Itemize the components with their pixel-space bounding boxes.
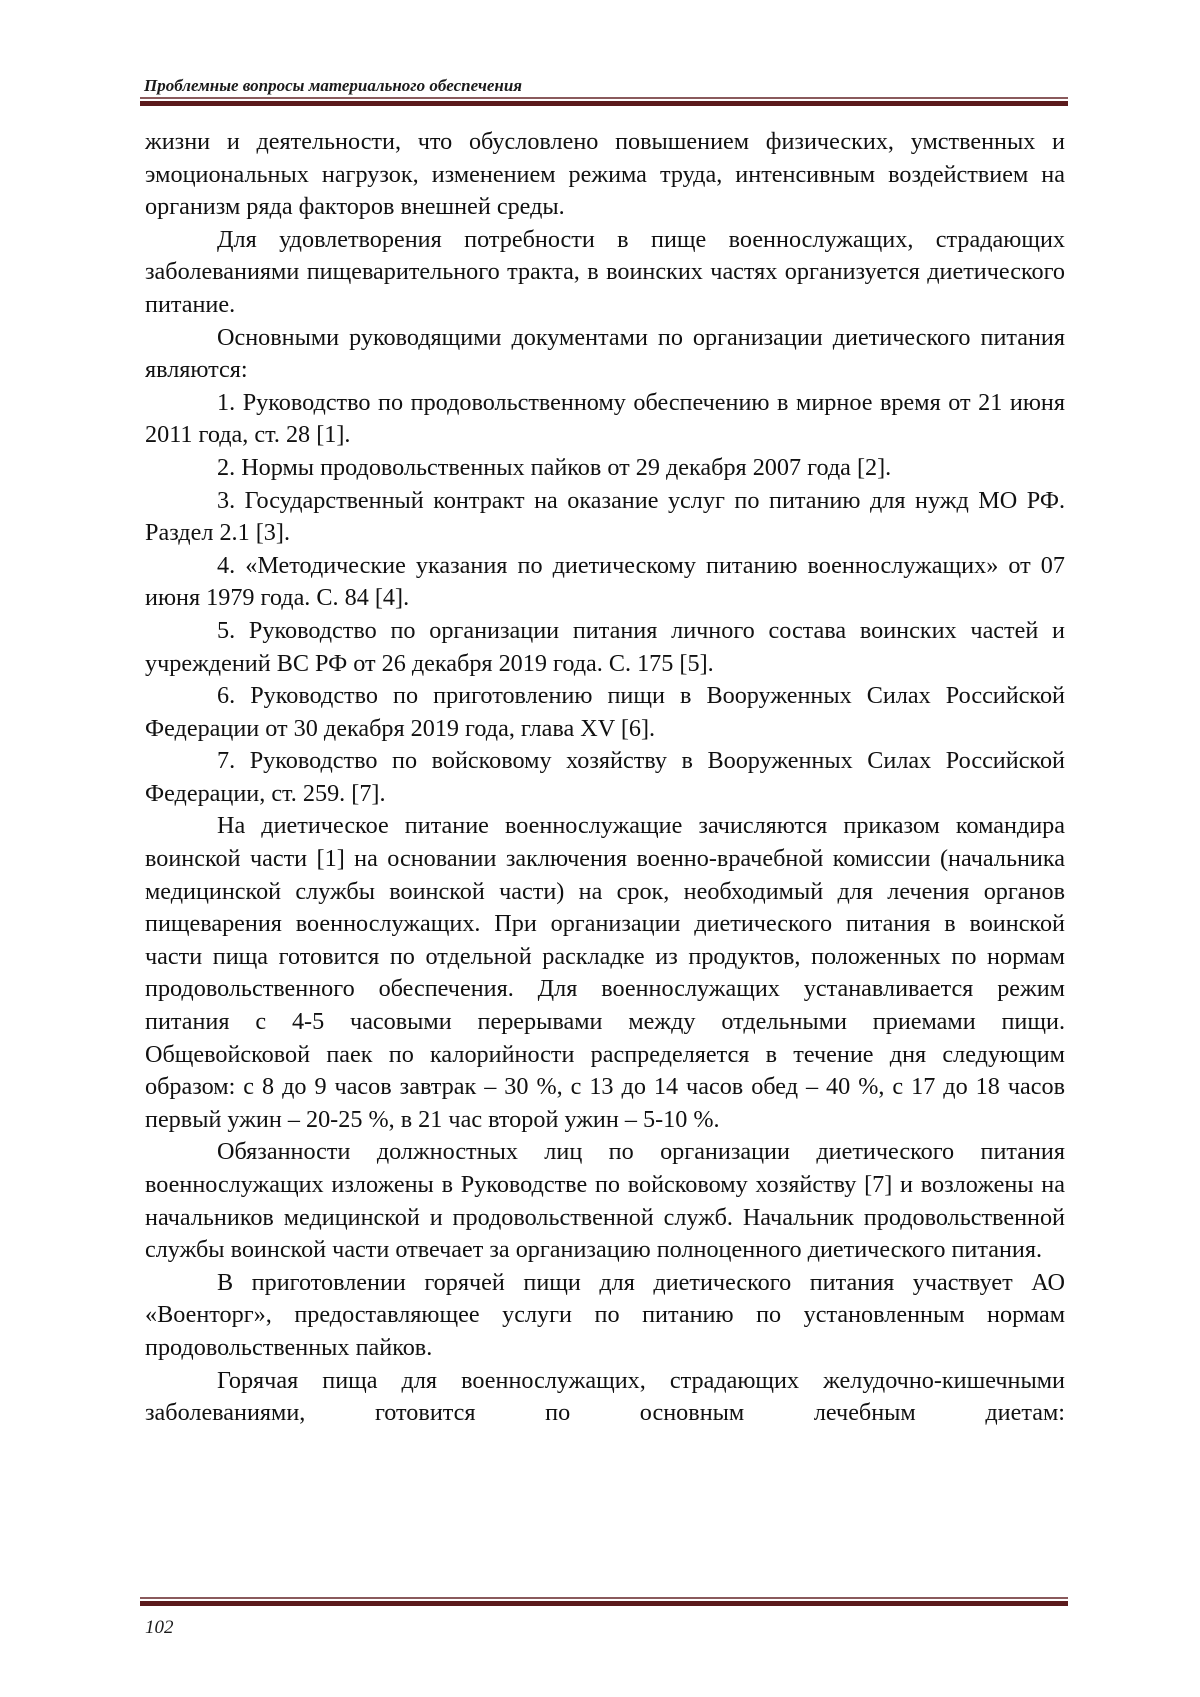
list-item-document-2: 2. Нормы продовольственных пайков от 29 декабря 2007 года [2]. bbox=[145, 452, 1065, 485]
article-body bbox=[145, 126, 1065, 1430]
paragraph-hot-food: Горячая пища для военнослужащих, страдающих желудочно-кишечными заболеваниями, готовится по основным лечебным диетам: bbox=[145, 1365, 1065, 1430]
footer-rule-thick bbox=[140, 1601, 1068, 1606]
header-rule bbox=[140, 97, 1068, 106]
running-title: Проблемные вопросы материального обеспечения bbox=[144, 76, 1064, 96]
paragraph-responsibilities: Обязанности должностных лиц по организации диетического питания военнослужащих изложены в Руководстве по войсковому хозяйству [7] и возложены на начальников медицинской и продовольственной служб. Начальник продовольственной службы воинской части отвечает за организацию полноценного диетического питания. bbox=[145, 1136, 1065, 1266]
header-rule-thick bbox=[140, 101, 1068, 106]
paragraph-documents-intro: Основными руководящими документами по организации диетического питания являются: bbox=[145, 322, 1065, 387]
list-item-document-7: 7. Руководство по войсковому хозяйству в Вооруженных Силах Российской Федерации, ст. 259. [7]. bbox=[145, 745, 1065, 810]
paragraph-enrollment: На диетическое питание военнослужащие зачисляются приказом командира воинской части [1] на основании заключения военно-врачебной комиссии (начальника медицинской службы воинской части) на срок, необходимый для лечения органов пищеварения военнослужащих. При организации диетического питания в воинской части пища готовится по отдельной раскладке из продуктов, положенных по нормам продовольственного обеспечения. Для военнослужащих устанавливается режим питания с 4-5 часовыми перерывами между отдельными приемами пищи. Общевойсковой паек по калорийности распределяется в течение дня следующим образом: с 8 до 9 часов завтрак – 30 %, с 13 до 14 часов обед – 40 %, с 17 до 18 часов первый ужин – 20-25 %, в 21 час второй ужин – 5-10 %. bbox=[145, 810, 1065, 1136]
list-item-document-4: 4. «Методические указания по диетическому питанию военнослужащих» от 07 июня 1979 года. С. 84 [4]. bbox=[145, 550, 1065, 615]
page-number: 102 bbox=[145, 1617, 174, 1639]
footer-rule bbox=[140, 1597, 1068, 1606]
list-item-document-1: 1. Руководство по продовольственному обеспечению в мирное время от 21 июня 2011 года, ст. 28 [1]. bbox=[145, 387, 1065, 452]
paragraph-voentorg: В приготовлении горячей пищи для диетического питания участвует АО «Военторг», предоставляющее услуги по питанию по установленным нормам продовольственных пайков. bbox=[145, 1267, 1065, 1365]
list-item-document-3: 3. Государственный контракт на оказание услуг по питанию для нужд МО РФ. Раздел 2.1 [3]. bbox=[145, 485, 1065, 550]
list-item-document-6: 6. Руководство по приготовлению пищи в Вооруженных Силах Российской Федерации от 30 декабря 2019 года, глава XV [6]. bbox=[145, 680, 1065, 745]
list-item-document-5: 5. Руководство по организации питания личного состава воинских частей и учреждений ВС РФ от 26 декабря 2019 года. С. 175 [5]. bbox=[145, 615, 1065, 680]
paragraph-dietary-intro: Для удовлетворения потребности в пище военнослужащих, страдающих заболеваниями пищеварительного тракта, в воинских частях организуется диетического питание. bbox=[145, 224, 1065, 322]
paragraph-continuation: жизни и деятельности, что обусловлено повышением физических, умственных и эмоциональных нагрузок, изменением режима труда, интенсивным воздействием на организм ряда факторов внешней среды. bbox=[145, 126, 1065, 224]
